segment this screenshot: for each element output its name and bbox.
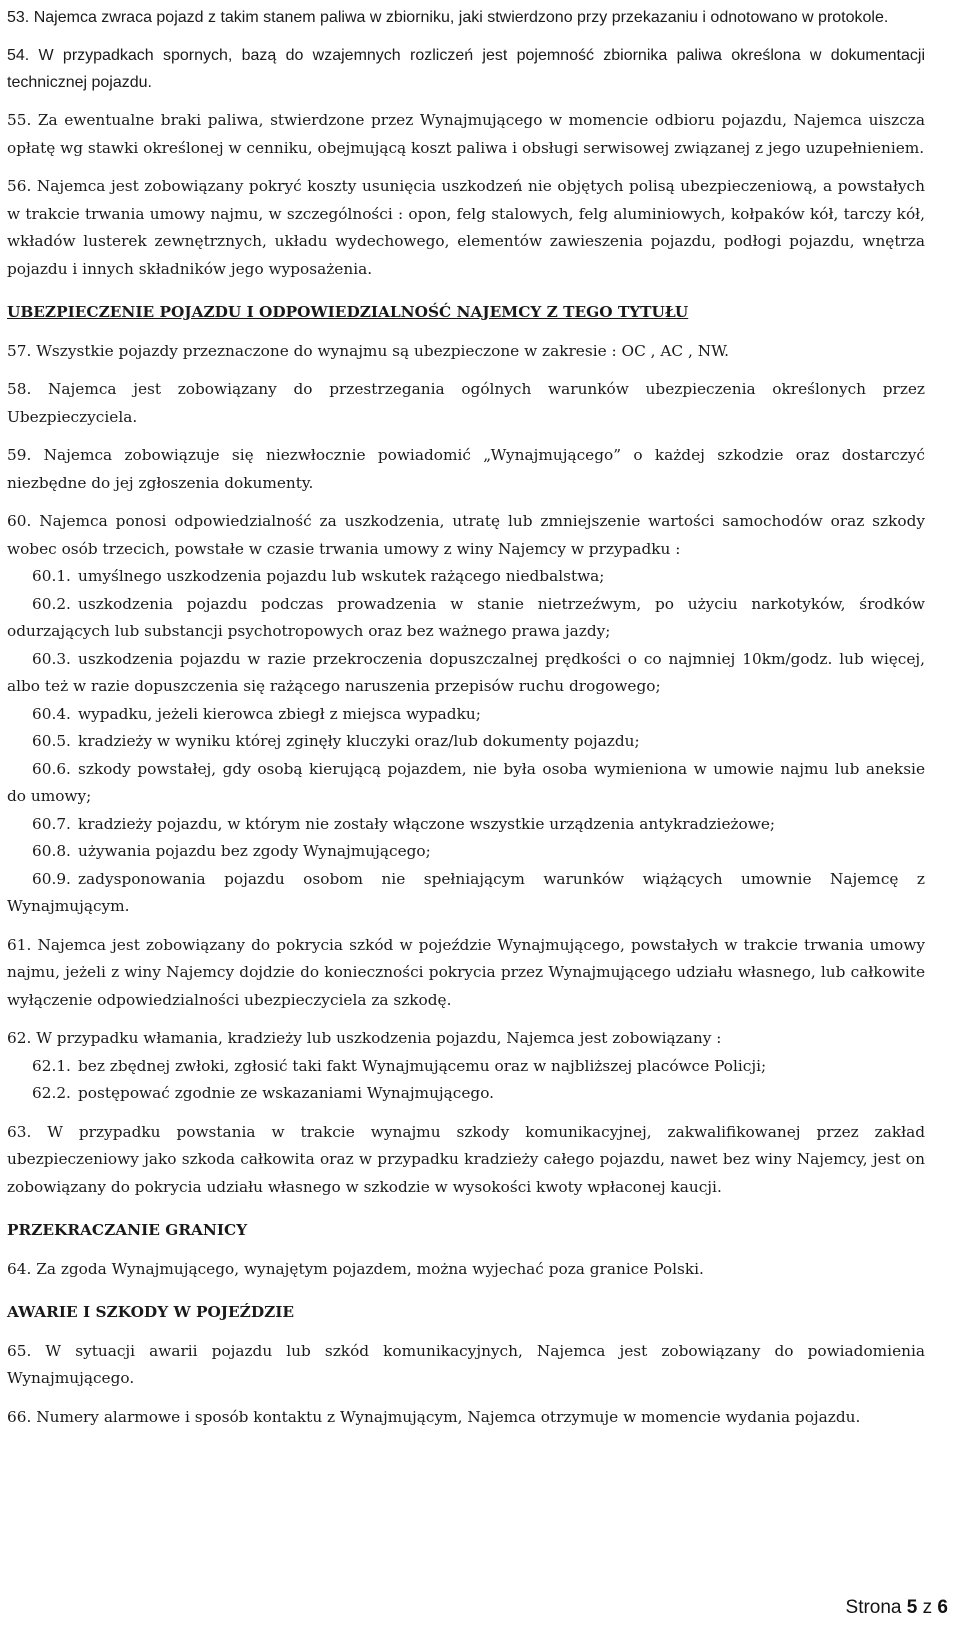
item-number: 60.7. [32, 814, 71, 833]
item-text: używania pojazdu bez zgody Wynajmującego; [78, 842, 431, 860]
item-text: Za zgoda Wynajmującego, wynajętym pojazdem, można wyjechać poza granice Polski. [36, 1259, 704, 1278]
page-number [846, 1597, 948, 1619]
item-text: W sytuacji awarii pojazdu lub szkód komunikacyjnych, Najemca jest zobowiązany do powiadomienia Wynajmującego. [7, 1341, 925, 1387]
subitem-60-3 [7, 646, 925, 701]
item-text: Wszystkie pojazdy przeznaczone do wynajmu są ubezpieczone w zakresie : OC , AC , NW. [36, 341, 729, 360]
paragraph-65 [7, 1338, 925, 1393]
subitem-60-7 [7, 811, 925, 839]
subitem-62-2 [7, 1080, 925, 1108]
page-separator: z [922, 1597, 933, 1618]
item-number: 60.4. [32, 704, 71, 723]
paragraph-56 [7, 173, 925, 283]
item-number: 56. [7, 177, 32, 195]
item-text: Najemca zwraca pojazd z takim stanem paliwa w zbiorniku, jaki stwierdzono przy przekazaniu i odnotowano w protokole. [33, 9, 889, 26]
item-number: 60.1. [32, 567, 71, 585]
item-number: 60. [7, 512, 32, 530]
item-number: 55. [7, 111, 32, 129]
item-text: Najemca ponosi odpowiedzialność za uszkodzenia, utratę lub zmniejszenie wartości samochodów oraz szkody wobec osób trzecich, powstałe w czasie trwania umowy z winy Najemcy w przypadku : [7, 512, 926, 558]
item-text: kradzieży pojazdu, w którym nie zostały włączone wszystkie urządzenia antykradzieżowe; [78, 814, 776, 833]
item-text: wypadku, jeżeli kierowca zbiegł z miejsca wypadku; [78, 704, 481, 723]
item-text: Najemca jest zobowiązany do pokrycia szkód w pojeździe Wynajmującego, powstałych w trakcie trwania umowy najmu, jeżeli z winy Najemcy dojdzie do konieczności pokrycia przez Wynajmującego udziału własnego, lub całkowite wyłączenie odpowiedzialności ubezpieczyciela za szkodę. [7, 935, 925, 1009]
item-number: 57. [7, 341, 32, 360]
item-text: Numery alarmowe i sposób kontaktu z Wynajmującym, Najemca otrzymuje w momencie wydania pojazdu. [36, 1407, 861, 1426]
paragraph-62 [7, 1025, 925, 1053]
subitem-60-2 [7, 591, 925, 646]
item-number: 62.2. [32, 1084, 71, 1102]
item-number: 65. [7, 1341, 32, 1360]
item-number: 60.3. [32, 649, 71, 668]
paragraph-53 [7, 4, 925, 31]
item-number: 54. [7, 47, 30, 64]
item-text: Najemca zobowiązuje się niezwłocznie powiadomić „Wynajmującego” o każdej szkodzie oraz dostarczyć niezbędne do jej zgłoszenia dokumenty. [7, 446, 925, 492]
item-text: umyślnego uszkodzenia pojazdu lub wskutek rażącego niedbalstwa; [78, 567, 605, 585]
item-number: 53. [7, 9, 30, 26]
paragraph-60 [7, 508, 925, 563]
item-number: 62. [7, 1029, 32, 1047]
subitem-60-9 [7, 866, 925, 921]
paragraph-58 [7, 376, 925, 431]
subitem-60-4 [7, 701, 925, 729]
item-text: W przypadku włamania, kradzieży lub uszkodzenia pojazdu, Najemca jest zobowiązany : [36, 1029, 722, 1047]
item-text: uszkodzenia pojazdu w razie przekroczenia dopuszczalnej prędkości o co najmniej 10km/godz. lub więcej, albo też w razie dopuszczenia się rażącego naruszenia przepisów ruchu drogowego; [7, 649, 925, 695]
item-text: kradzieży w wyniku której zginęły kluczyki oraz/lub dokumenty pojazdu; [78, 732, 640, 750]
item-text: W przypadkach spornych, bazą do wzajemnych rozliczeń jest pojemność zbiornika paliwa określona w dokumentacji technicznej pojazdu. [7, 47, 926, 91]
subitem-60-6 [7, 756, 925, 811]
item-text: Za ewentualne braki paliwa, stwierdzone przez Wynajmującego w momencie odbioru pojazdu, Najemca uiszcza opłatę wg stawki określonej w cenniku, obejmującą koszt paliwa i obsługi serwisowej związanej z jego uzupełnieniem. [7, 111, 925, 157]
item-text: W przypadku powstania w trakcie wynajmu szkody komunikacyjnej, zakwalifikowanej przez zakład ubezpieczeniowy jako szkoda całkowita oraz w przypadku kradzieży całego pojazdu, nawet bez winy Najemcy, jest on zobowiązany do pokrycia udziału własnego w szkodzie w wysokości kwoty wpłaconej kaucji. [7, 1122, 925, 1196]
subitem-60-1 [7, 563, 925, 591]
paragraph-59 [7, 442, 925, 497]
item-number: 62.1. [32, 1056, 71, 1075]
item-number: 64. [7, 1259, 32, 1278]
item-number: 59. [7, 446, 32, 464]
paragraph-57 [7, 338, 925, 366]
subitem-60-5 [7, 728, 925, 756]
current-page: 5 [906, 1597, 918, 1618]
item-text: bez zbędnej zwłoki, zgłosić taki fakt Wynajmującemu oraz w najbliższej placówce Policji; [78, 1056, 767, 1075]
section-heading-insurance: UBEZPIECZENIE POJAZDU I ODPOWIEDZIALNOŚĆ NAJEMCY Z TEGO TYTUŁU [7, 303, 689, 321]
section-heading-breakdowns: AWARIE I SZKODY W POJEŹDZIE [7, 1303, 295, 1321]
subitem-60-8 [7, 838, 925, 866]
item-number: 60.8. [32, 842, 71, 860]
item-text: Najemca jest zobowiązany pokryć koszty usunięcia uszkodzeń nie objętych polisą ubezpieczeniową, a powstałych w trakcie trwania umowy najmu, w szczególności : opon, felg stalowych, felg aluminiowych, kołpaków kół, tarczy kół, wkładów lusterek zewnętrznych, układu wydechowego, elementów zawieszenia pojazdu, podłogi pojazdu, wnętrza pojazdu i innych składników jego wyposażenia. [7, 177, 925, 278]
page-label: Strona [845, 1597, 902, 1618]
item-text: postępować zgodnie ze wskazaniami Wynajmującego. [78, 1084, 494, 1102]
paragraph-66 [7, 1404, 925, 1432]
paragraph-54 [7, 42, 925, 96]
paragraph-64 [7, 1256, 925, 1284]
item-number: 63. [7, 1122, 32, 1141]
section-heading-border: PRZEKRACZANIE GRANICY [7, 1221, 248, 1239]
item-number: 58. [7, 380, 32, 398]
paragraph-55 [7, 107, 925, 162]
item-number: 60.5. [32, 732, 71, 750]
item-number: 60.2. [32, 594, 71, 613]
item-text: Najemca jest zobowiązany do przestrzegania ogólnych warunków ubezpieczenia określonych przez Ubezpieczyciela. [7, 380, 925, 426]
paragraph-61 [7, 932, 925, 1015]
subitem-62-1 [7, 1053, 925, 1081]
item-number: 66. [7, 1407, 32, 1426]
document-page [7, 4, 925, 1431]
item-text: szkody powstałej, gdy osobą kierującą pojazdem, nie była osoba wymieniona w umowie najmu lub aneksie do umowy; [7, 759, 925, 805]
paragraph-63 [7, 1119, 925, 1202]
item-number: 61. [7, 935, 32, 954]
item-text: zadysponowania pojazdu osobom nie spełniającym warunków wiążących umownie Najemcę z Wynajmującym. [7, 869, 925, 915]
total-pages: 6 [937, 1597, 948, 1618]
item-text: uszkodzenia pojazdu podczas prowadzenia w stanie nietrzeźwym, po użyciu narkotyków, środków odurzających lub substancji psychotropowych oraz bez ważnego prawa jazdy; [7, 594, 925, 640]
item-number: 60.9. [32, 869, 71, 888]
item-number: 60.6. [32, 759, 71, 778]
